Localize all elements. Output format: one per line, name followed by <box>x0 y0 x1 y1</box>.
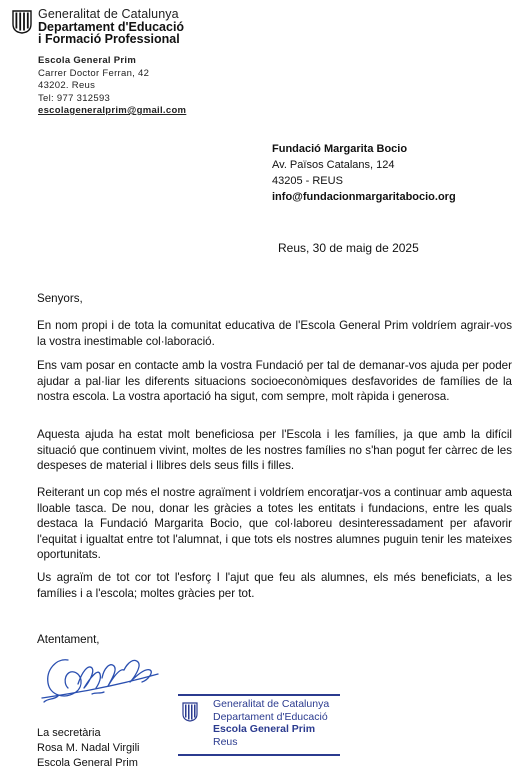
paragraph-3-text: Aquesta ajuda ha estat molt beneficiosa per l'Escola i les famílies, ja que amb la difícil situació que continuem vivint, moltes de les nostres famílies no s'han pogut fer càrrec de les despeses de material i llibres dels seus fills i filles. <box>37 428 512 472</box>
greeting <box>37 291 512 307</box>
paragraph-5 <box>37 570 512 601</box>
recipient-email: info@fundacionmargaritabocio.org <box>272 191 456 203</box>
paragraph-4-text: Reiterant un cop més el nostre agraïment i voldríem encoratjar-vos a continuar amb aquesta lloable tasca. De nou, donar les gràcies a totes les entitats i fundacions, entre les quals destaca la Fundació Margarita Bocio, que col·laboreu desinteressadament per afavorir l'equitat i igualtat entre tot l'alumnat, i que tots els nostres alumnes puguin tenir les mateixes oportunitats. <box>37 486 512 561</box>
sender-email-link[interactable]: escolageneralprim@gmail.com <box>38 105 187 116</box>
recipient-name: Fundació Margarita Bocio <box>272 143 408 155</box>
generalitat-logo-icon <box>12 10 32 34</box>
paragraph-2 <box>37 358 512 405</box>
sender-phone: Tel: 977 312593 <box>38 92 111 104</box>
closing: Atentament, <box>37 633 100 646</box>
stamp-line4: Reus <box>213 735 238 748</box>
letterhead-line1: Generalitat de Catalunya <box>38 7 179 21</box>
paragraph-4 <box>37 485 512 563</box>
stamp-text <box>213 698 329 748</box>
signatory-block <box>37 726 140 771</box>
handwritten-signature <box>38 648 166 708</box>
letter-date: Reus, 30 de maig de 2025 <box>278 241 419 255</box>
letterhead-line2: Departament d'Educació <box>38 19 185 34</box>
letterhead-line3: i Formació Professional <box>38 32 180 46</box>
sender-name: Escola General Prim <box>38 55 137 66</box>
sender-address <box>38 55 186 118</box>
recipient-street: Av. Països Catalans, 124 <box>272 159 395 171</box>
sender-street: Carrer Doctor Ferran, 42 <box>38 67 150 79</box>
recipient-address <box>272 141 456 205</box>
paragraph-1 <box>37 318 512 349</box>
stamp-line2: Departament d'Educació <box>213 710 328 723</box>
paragraph-5-text: Us agraïm de tot cor tot l'esforç I l'ajut que feu als alumnes, els més beneficiats, a les famílies i a l'escola; moltes gràcies per tot. <box>37 571 512 600</box>
signatory-name: Rosa M. Nadal Virgili <box>37 742 140 754</box>
recipient-city: 43205 - REUS <box>272 175 343 187</box>
signatory-school: Escola General Prim <box>37 757 138 769</box>
stamp-logo-icon <box>182 702 198 722</box>
paragraph-2-text: Ens vam posar en contacte amb la vostra Fundació per tal de demanar-vos ajuda per poder ajudar a pal·liar les diferents situacions socioeconòmiques desfavorides de famílies de la nostra escola. La vostra aportació ha sigut, com sempre, molt ràpida i generosa. <box>37 359 512 403</box>
sender-city: 43202. Reus <box>38 80 96 91</box>
stamp-line3: Escola General Prim <box>213 723 316 735</box>
paragraph-3 <box>37 427 512 474</box>
greeting-text: Senyors, <box>37 292 83 305</box>
paragraph-1-text: En nom propi i de tota la comunitat educativa de l'Escola General Prim voldríem agrair-vos la vostra inestimable col·laboració. <box>37 319 512 348</box>
signatory-role: La secretària <box>37 727 101 739</box>
letterhead <box>38 8 184 46</box>
official-stamp <box>178 694 340 756</box>
stamp-line1: Generalitat de Catalunya <box>213 698 330 710</box>
